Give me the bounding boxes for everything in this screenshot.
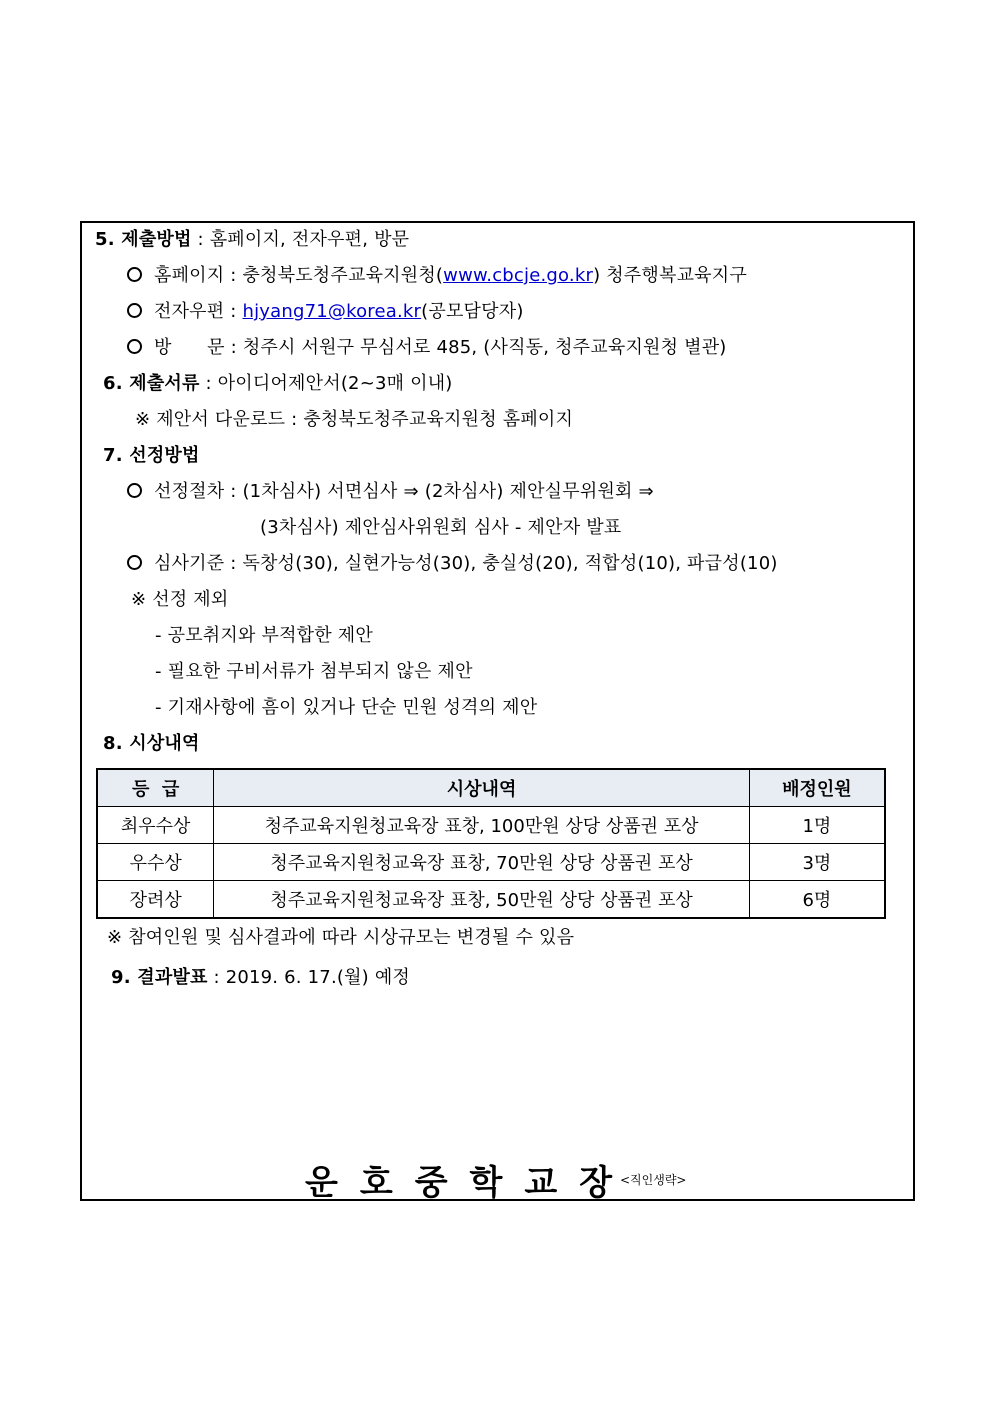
email-link[interactable]: hjyang71@korea.kr: [242, 301, 422, 322]
criteria-line: [127, 552, 778, 576]
exclusion-title: ※ 선정 제외: [131, 589, 229, 610]
section-6: [103, 372, 453, 396]
criteria-text: 심사기준 : 독창성(30), 실현가능성(30), 충실성(20), 적합성(10), 파급성(10): [154, 553, 778, 574]
homepage-link[interactable]: www.cbcje.go.kr: [443, 265, 594, 286]
section-5-heading: 5. 제출방법: [95, 229, 192, 250]
download-note: ※ 제안서 다운로드 : 충청북도청주교육지원청 홈페이지: [135, 409, 574, 430]
circle-bullet-icon: [127, 303, 142, 318]
visit-line: [127, 336, 727, 360]
procedure-text: 선정절차 : (1차심사) 서면심사 ⇒ (2차심사) 제안실무위원회 ⇒: [154, 481, 654, 502]
section-6-heading: 6. 제출서류: [103, 373, 200, 394]
count-cell: 6명: [749, 881, 885, 919]
table-row: [97, 844, 885, 881]
homepage-label: 홈페이지 : 충청북도청주교육지원청(: [154, 265, 444, 286]
email-line: [127, 300, 524, 324]
email-after: (공모담당자): [421, 301, 524, 322]
circle-bullet-icon: [127, 339, 142, 354]
grade-cell: 장려상: [97, 881, 214, 919]
stamp-omitted-note: <직인생략>: [620, 1173, 687, 1187]
exclusion-item: - 공모취지와 부적합한 제안: [155, 625, 373, 646]
exclusion-item: - 기재사항에 흠이 있거나 단순 민원 성격의 제안: [155, 697, 538, 718]
circle-bullet-icon: [127, 267, 142, 282]
section-9-heading: 9. 결과발표: [111, 967, 208, 988]
award-note: ※ 참여인원 및 심사결과에 따라 시상규모는 변경될 수 있음: [107, 927, 575, 948]
grade-cell: 최우수상: [97, 807, 214, 844]
circle-bullet-icon: [127, 555, 142, 570]
table-row: [97, 881, 885, 919]
section-9-value: : 2019. 6. 17.(월) 예정: [207, 967, 411, 988]
principal-signature: 운호중학교장: [305, 1163, 635, 1203]
table-row: [97, 807, 885, 844]
homepage-after: ) 청주행복교육지구: [593, 265, 747, 286]
award-cell: 청주교육지원청교육장 표창, 100만원 상당 상품권 포상: [214, 807, 750, 844]
circle-bullet-icon: [127, 483, 142, 498]
section-5-value: : 홈페이지, 전자우편, 방문: [191, 229, 410, 250]
header-award: 시상내역: [214, 769, 750, 807]
email-label: 전자우편 :: [154, 301, 243, 322]
awards-table: [96, 768, 886, 919]
exclusion-item: - 필요한 구비서류가 첨부되지 않은 제안: [155, 661, 473, 682]
award-cell: 청주교육지원청교육장 표창, 70만원 상당 상품권 포상: [214, 844, 750, 881]
section-8-heading: 8. 시상내역: [103, 733, 200, 754]
section-5: [95, 228, 409, 252]
section-7-heading: 7. 선정방법: [103, 445, 200, 466]
table-header-row: [97, 769, 885, 807]
header-count: 배정인원: [749, 769, 885, 807]
section-6-value: : 아이디어제안서(2~3매 이내): [199, 373, 453, 394]
visit-text: 방 문 : 청주시 서원구 무심서로 485, (사직동, 청주교육지원청 별관): [154, 337, 727, 358]
homepage-line: [127, 264, 747, 288]
count-cell: 1명: [749, 807, 885, 844]
count-cell: 3명: [749, 844, 885, 881]
procedure-line-2: (3차심사) 제안심사위원회 심사 - 제안자 발표: [260, 517, 622, 538]
grade-cell: 우수상: [97, 844, 214, 881]
procedure-line: [127, 480, 654, 504]
award-cell: 청주교육지원청교육장 표창, 50만원 상당 상품권 포상: [214, 881, 750, 919]
header-grade: 등 급: [97, 769, 214, 807]
section-9: [111, 966, 410, 990]
